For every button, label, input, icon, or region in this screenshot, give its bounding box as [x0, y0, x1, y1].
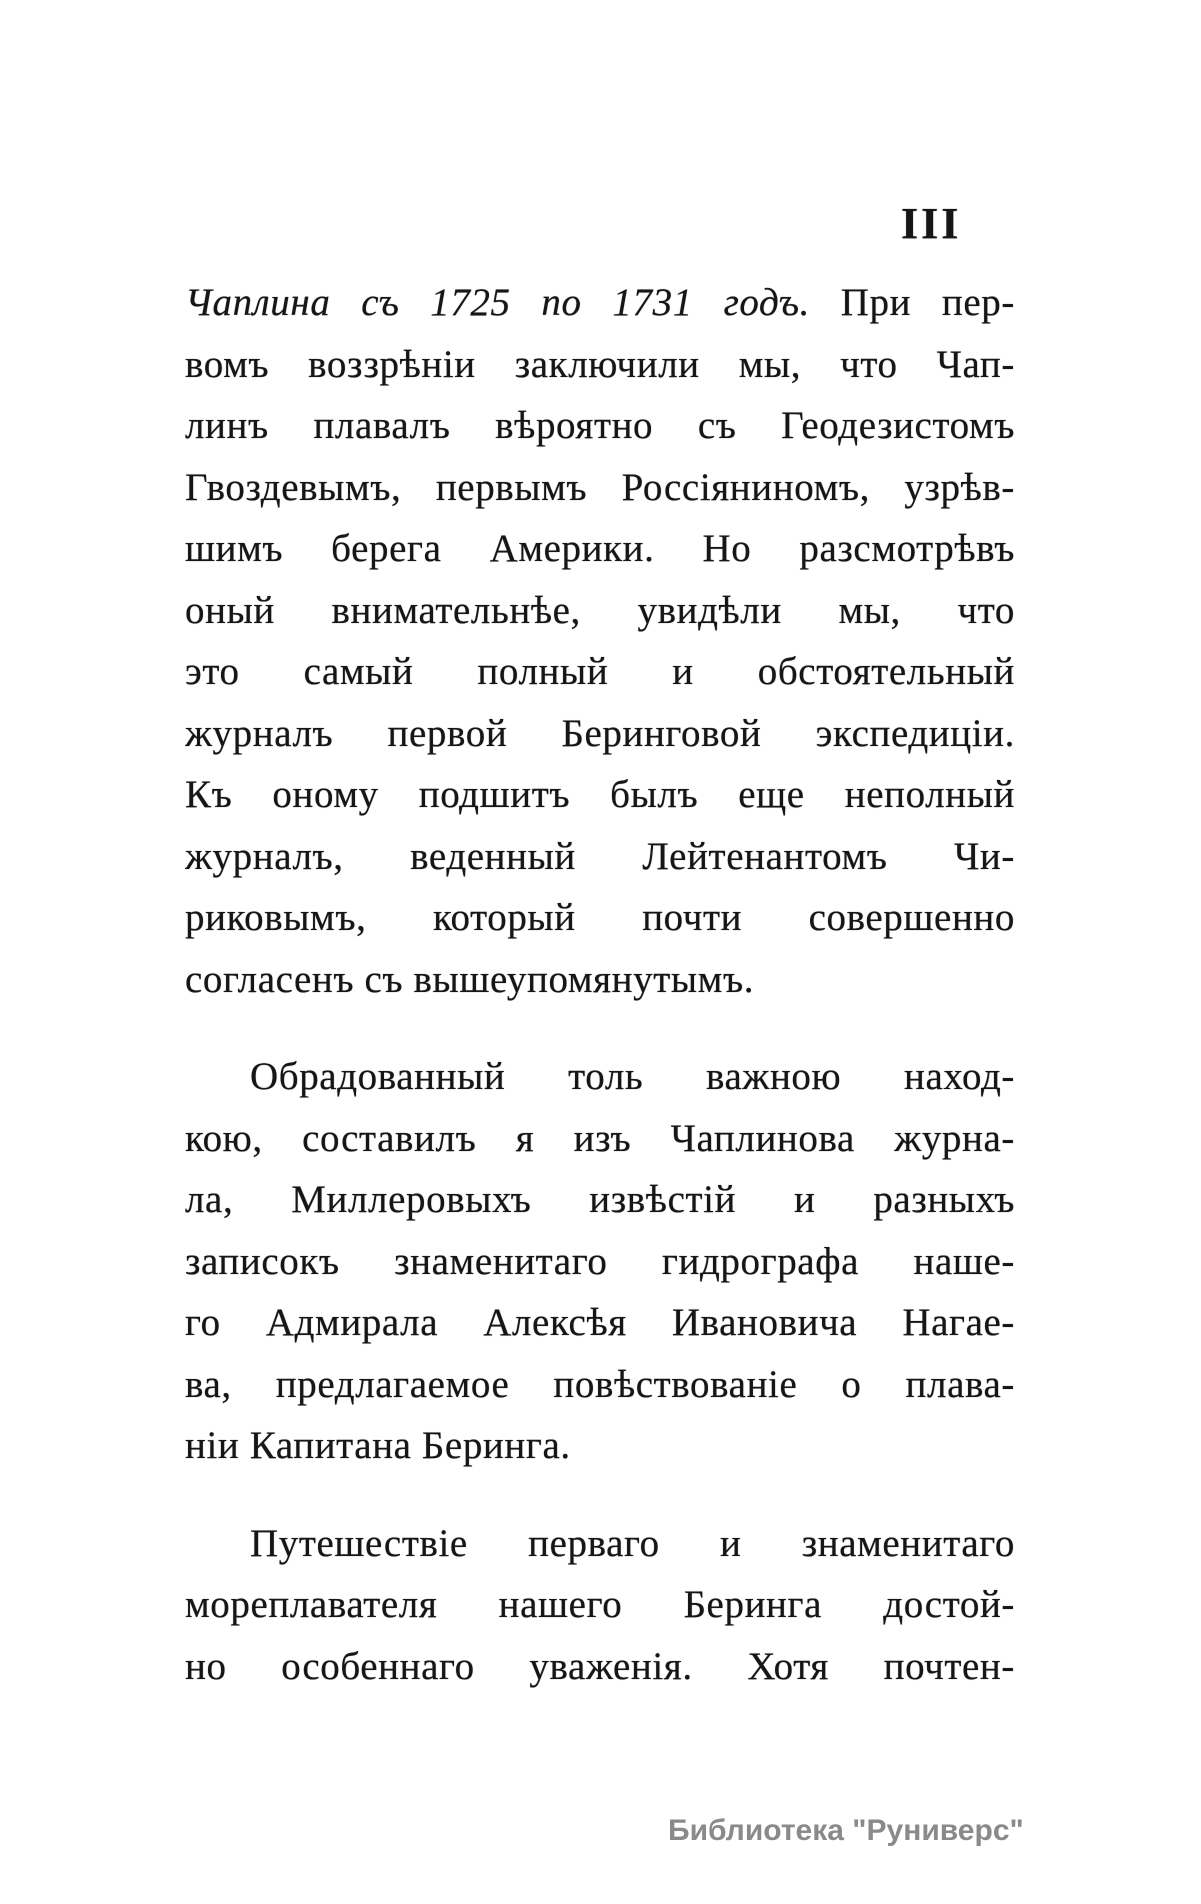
text-line: го Адмирала Алексѣя Ивановича Нагае- — [185, 1301, 1015, 1344]
page-number: III — [901, 199, 962, 248]
text-line: записокъ знаменитаго гидрографа наше- — [185, 1239, 1015, 1283]
text-line: ла, Миллеровыхъ извѣстій и разныхъ — [185, 1178, 1015, 1221]
text-block — [185, 272, 1015, 1697]
text-line: вомъ воззрѣніи заключили мы, что Чап- — [185, 342, 1015, 386]
text-line: оный внимательнѣе, увидѣли мы, что — [185, 588, 1015, 632]
text-line: риковымъ, который почти совершенно — [185, 896, 1015, 939]
paragraph-1 — [185, 272, 1015, 1010]
text-line: это самый полный и обстоятельный — [185, 650, 1015, 693]
text-line: кою, составилъ я изъ Чаплинова журна- — [185, 1116, 1015, 1160]
text-line — [185, 272, 1015, 334]
text-line: ніи Капитана Беринга. — [185, 1424, 571, 1467]
text-line: линъ плавалъ вѣроятно съ Геодезистомъ — [185, 404, 1015, 447]
lead-italic-text: Чаплина съ 1725 по 1731 годъ. — [185, 281, 810, 324]
paragraph-3 — [185, 1513, 1015, 1698]
text-line: но особеннаго уваженія. Хотя почтен- — [185, 1644, 1015, 1688]
text-line: ва, предлагаемое повѣствованіе о плава- — [185, 1362, 1015, 1406]
text-line: журналъ первой Беринговой экспедиціи. — [185, 711, 1015, 755]
text-line: мореплавателя нашего Беринга достой- — [185, 1583, 1015, 1626]
text-line: шимъ берега Америки. Но разсмотрѣвъ — [185, 527, 1015, 570]
text-line: Путешествіе перваго и знаменитаго — [250, 1521, 1015, 1565]
text-line: Къ оному подшитъ былъ еще неполный — [185, 773, 1015, 816]
text-line: Обрадованный толь важною наход- — [250, 1055, 1015, 1098]
text-line: Гвоздевымъ, первымъ Россіяниномъ, узрѣв- — [185, 465, 1015, 509]
lead-rest-text: При пер- — [840, 281, 1015, 324]
text-line: журналъ, веденный Лейтенантомъ Чи- — [185, 834, 1015, 878]
library-watermark: Библиотека "Руниверс" — [668, 1814, 1024, 1847]
text-line: согласенъ съ вышеупомянутымъ. — [185, 957, 755, 1001]
paragraph-2 — [185, 1046, 1015, 1477]
